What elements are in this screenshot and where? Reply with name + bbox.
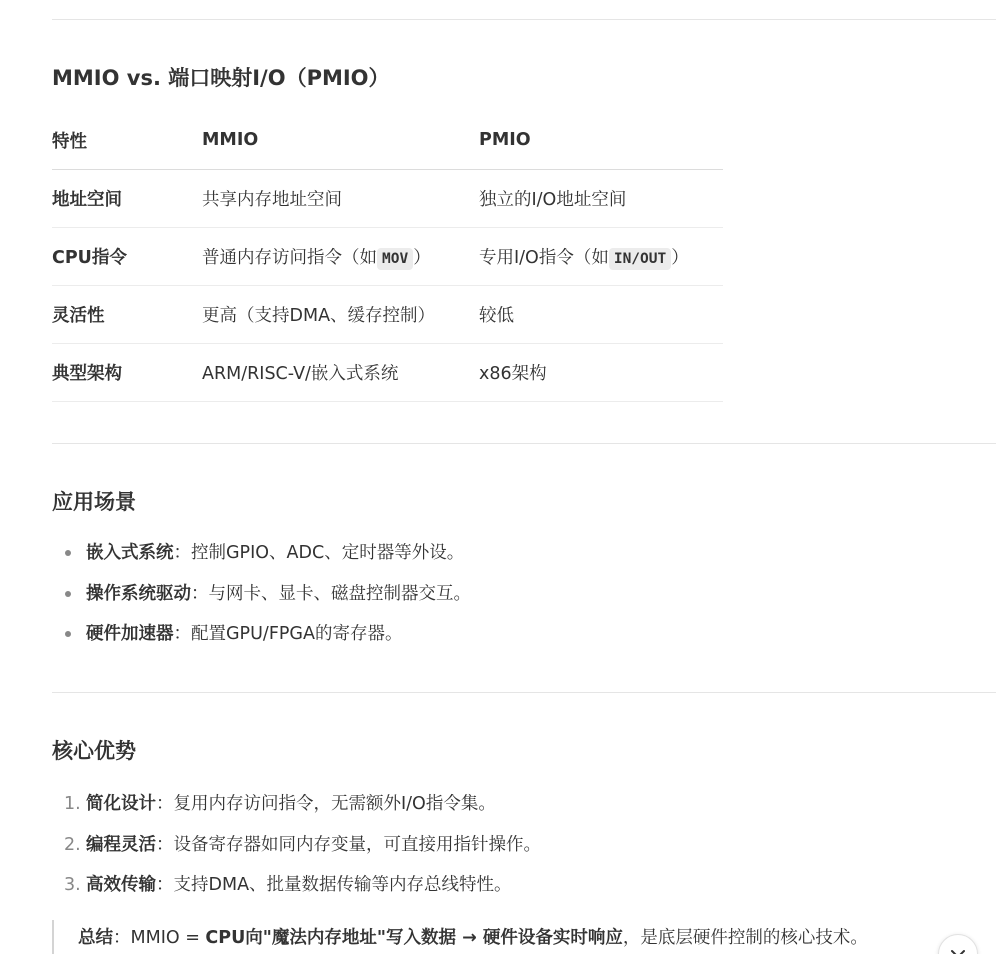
divider	[52, 692, 996, 693]
divider	[52, 443, 996, 444]
table-row	[52, 228, 723, 286]
summary-label: 总结	[78, 928, 113, 948]
list-item-text: ：设备寄存器如同内存变量，可直接用指针操作。	[156, 834, 541, 855]
table-cell-feature: CPU指令	[52, 228, 202, 286]
table-cell-pmio: 独立的I/O地址空间	[479, 170, 723, 228]
cell-text: 专用I/O指令（如	[479, 248, 609, 268]
summary-tail-text: ，是底层硬件控制的核心技术。	[622, 928, 868, 948]
advantages-list	[52, 790, 541, 912]
summary-bold-text: CPU向"魔法内存地址"写入数据 → 硬件设备实时响应	[205, 928, 623, 948]
list-item-label: 硬件加速器	[86, 624, 174, 644]
cell-text: 普通内存访问指令（如	[202, 248, 377, 268]
table-cell-pmio	[479, 228, 723, 286]
table-cell-feature: 典型架构	[52, 344, 202, 402]
chevron-down-icon	[949, 945, 967, 954]
applications-list	[52, 539, 471, 661]
table-cell-feature: 地址空间	[52, 170, 202, 228]
table-cell-mmio: 共享内存地址空间	[202, 170, 479, 228]
section-heading-mmio-vs-pmio: MMIO vs. 端口映射I/O（PMIO）	[52, 66, 390, 90]
list-item-label: 嵌入式系统	[86, 543, 174, 563]
summary-blockquote	[52, 920, 996, 954]
divider	[52, 19, 996, 20]
list-item-label: 简化设计	[86, 794, 156, 814]
table-header-feature: 特性	[52, 111, 202, 170]
cell-text: ）	[671, 248, 689, 268]
list-item-label: 编程灵活	[86, 834, 156, 855]
table-cell-mmio: ARM/RISC-V/嵌入式系统	[202, 344, 479, 402]
table-cell-feature: 灵活性	[52, 286, 202, 344]
table-row	[52, 286, 723, 344]
inline-code-in-out: IN/OUT	[609, 248, 671, 270]
table-row	[52, 170, 723, 228]
table-cell-pmio: 较低	[479, 286, 723, 344]
table-cell-mmio	[202, 228, 479, 286]
bullet-icon	[65, 591, 71, 597]
table-row	[52, 344, 723, 402]
list-item-text: ：支持DMA、批量数据传输等内存总线特性。	[156, 875, 512, 895]
table-cell-mmio: 更高（支持DMA、缓存控制）	[202, 286, 479, 344]
section-heading-applications: 应用场景	[52, 490, 136, 514]
list-item	[52, 580, 471, 621]
list-item-label: 操作系统驱动	[86, 583, 191, 604]
comparison-table	[52, 111, 723, 402]
list-item	[52, 539, 471, 580]
summary-text: ：MMIO =	[113, 928, 206, 948]
inline-code-mov: MOV	[377, 248, 413, 270]
list-item	[52, 620, 471, 661]
bullet-icon	[65, 550, 71, 556]
list-item-number: 1.	[64, 794, 81, 814]
table-header-mmio: MMIO	[202, 111, 479, 170]
list-item	[52, 871, 541, 912]
list-item-number: 2.	[64, 834, 81, 855]
list-item	[52, 831, 541, 872]
list-item	[52, 790, 541, 831]
table-cell-pmio: x86架构	[479, 344, 723, 402]
table-header-row	[52, 111, 723, 170]
list-item-text: ：复用内存访问指令，无需额外I/O指令集。	[156, 794, 496, 814]
list-item-text: ：控制GPIO、ADC、定时器等外设。	[173, 543, 465, 563]
list-item-text: ：与网卡、显卡、磁盘控制器交互。	[191, 583, 471, 604]
table-header-pmio: PMIO	[479, 111, 723, 170]
section-heading-advantages: 核心优势	[52, 739, 136, 763]
bullet-icon	[65, 631, 71, 637]
cell-text: ）	[413, 248, 431, 268]
list-item-label: 高效传输	[86, 875, 156, 895]
list-item-number: 3.	[64, 875, 81, 895]
list-item-text: ：配置GPU/FPGA的寄存器。	[173, 624, 403, 644]
